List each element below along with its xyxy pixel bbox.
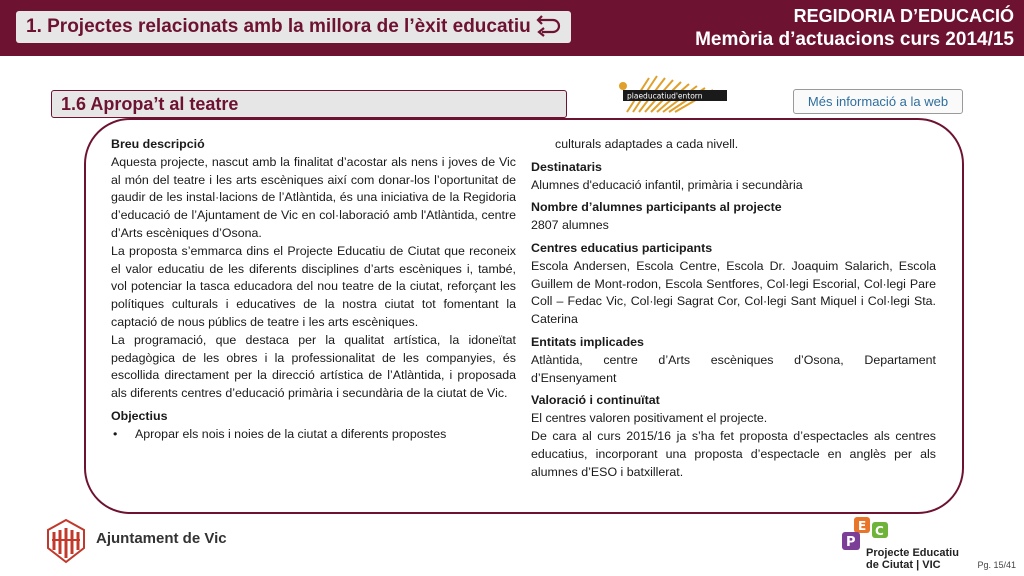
right-column	[531, 136, 936, 481]
evaluation-heading: Valoració i continuïtat	[531, 393, 660, 408]
entities-text: Atlàntida, centre d’Arts escèniques d’Osona, Departament d’Ensenyament	[531, 352, 936, 385]
pe-line1: Projecte Educatiu	[866, 547, 959, 559]
ajuntament-logo	[44, 516, 264, 566]
pla-logo-text: plaeducatiud'entorn	[627, 91, 703, 101]
objective-item-continued: culturals adaptades a cada nivell.	[555, 137, 739, 151]
evaluation-text: El centres valoren positivament el projecte.	[531, 411, 768, 426]
report-title: Memòria d’actuacions curs 2014/15	[695, 29, 1014, 50]
description-paragraph: Aquesta projecte, nascut amb la finalitat d’acostar als nens i joves de Vic al món del teatre i les arts escèniques així com donar-los l’oportunitat de gaudir de les instal·lacions de l’Atlàntida, és una iniciativa de la Regidoria d’educació de l’Ajuntament de Vic en col·laboració amb l'Atlàntida, centre d’Arts escèniques d’Osona.	[111, 154, 516, 240]
schools-text: Escola Andersen, Escola Centre, Escola Dr. Joaquim Salarich, Escola Guillem de Mont-rodon, Escola Sentfores, Col·legi Escorial, Col·legi Pare Coll – Fedac Vic, Col·legi Sagrat Cor, Col·legi Sant Miquel i Col·legi Sta. Caterina	[531, 258, 936, 327]
more-info-link[interactable]: Més informació a la web	[793, 89, 963, 114]
svg-text:E: E	[858, 519, 867, 533]
org-name: REGIDORIA D’EDUCACIÓ	[793, 6, 1014, 26]
pla-educatiu-logo	[613, 72, 731, 118]
objectives-heading: Objectius	[111, 408, 168, 423]
section-title: 1.6 Apropa’t al teatre	[61, 93, 239, 114]
description-paragraph: La programació, que destaca per la qualitat artística, la idoneïtat pedagògica de les obres i la professionalitat de les companyies, és escollida directament per la direcció artística de l’Atlàntida, i proposada als diferents centres d’educació primària i secundària de la ciutat de Vic.	[111, 332, 516, 401]
pe-line2: de Ciutat | VIC	[866, 559, 941, 571]
ajuntament-name: Ajuntament de Vic	[96, 530, 227, 547]
participants-heading: Nombre d’alumnes participants al projecte	[531, 200, 782, 215]
left-column	[111, 136, 516, 444]
svg-text:P: P	[846, 535, 856, 550]
evaluation-text: De cara al curs 2015/16 ja s’ha fet proposta d’espectacles als centres educatius, incorporant una proposta d’espectacle en anglès per als alumnes d’ESO i batxillerat.	[531, 428, 936, 479]
entities-heading: Entitats implicades	[531, 334, 644, 349]
schools-heading: Centres educatius participants	[531, 240, 713, 255]
recipients-text: Alumnes d'educació infantil, primària i secundària	[531, 177, 803, 192]
title-box	[16, 11, 571, 43]
back-arrow-icon[interactable]	[533, 14, 563, 40]
description-heading: Breu descripció	[111, 137, 205, 151]
description-paragraph: La proposta s’emmarca dins el Projecte Educatiu de Ciutat que reconeix el valor educatiu de les diferents disciplines d’arts escèniques i, també, vol potenciar la tasca educadora del nou teatre de la ciutat, reforçant les polítiques culturals i educatives de la nostra ciutat tot fomentant la captació de nous públics de teatre i les arts escèniques.	[111, 243, 516, 329]
svg-text:C: C	[875, 524, 884, 538]
header-org	[695, 5, 1014, 51]
vic-shield-icon	[44, 518, 88, 564]
page-title: 1. Projectes relacionats amb la millora de l’èxit educatiu	[26, 16, 531, 37]
recipients-heading: Destinataris	[531, 159, 602, 174]
projecte-educatiu-logo	[836, 514, 966, 574]
participants-text: 2807 alumnes	[531, 218, 609, 233]
objectives-list	[111, 426, 516, 444]
objective-item: • Apropar els nois i noies de la ciutat a diferents propostes	[135, 426, 516, 444]
section-header	[51, 90, 567, 118]
page-number: Pg. 15/41	[977, 560, 1016, 570]
